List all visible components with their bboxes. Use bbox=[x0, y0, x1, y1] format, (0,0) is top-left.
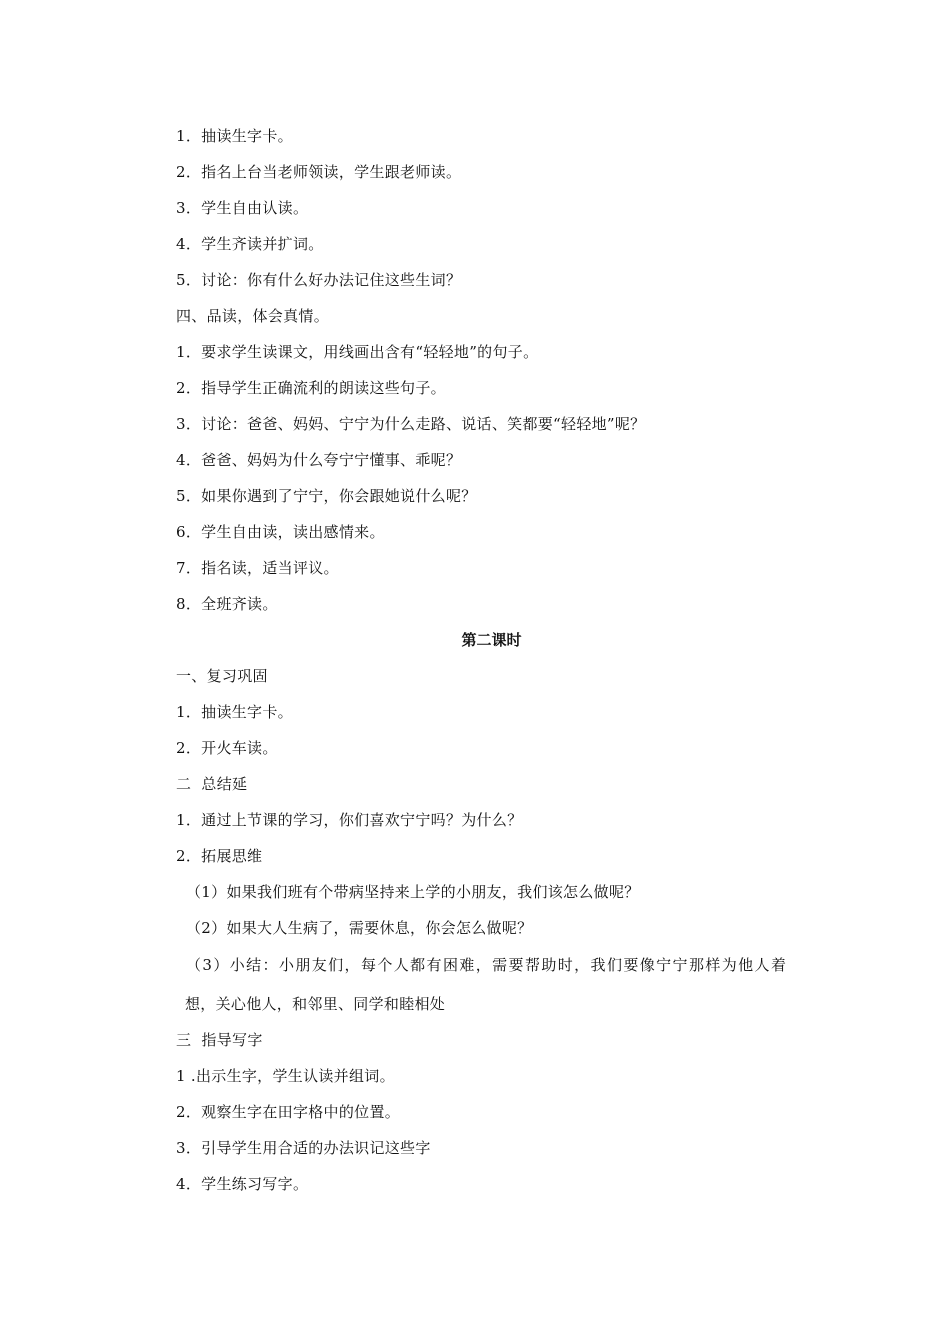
list-item: 5．讨论：你有什么好办法记住这些生词？ bbox=[176, 271, 462, 289]
section-heading: 一、复习巩固 bbox=[176, 667, 268, 685]
list-item: 2．指导学生正确流利的朗读这些句子。 bbox=[176, 379, 446, 397]
list-item: 1．抽读生字卡。 bbox=[176, 127, 293, 145]
sub-list-item: （1）如果我们班有个带病坚持来上学的小朋友，我们该怎么做呢？ bbox=[186, 883, 640, 901]
list-item: 3．讨论：爸爸、妈妈、宁宁为什么走路、说话、笑都要“轻轻地”呢？ bbox=[176, 415, 646, 433]
section-heading: 四、品读，体会真情。 bbox=[176, 307, 330, 325]
continuation-text: 想，关心他人，和邻里、同学和睦相处 bbox=[185, 995, 446, 1013]
list-item: 2．观察生字在田字格中的位置。 bbox=[176, 1103, 401, 1121]
list-item: 1．要求学生读课文，用线画出含有“轻轻地”的句子。 bbox=[176, 343, 539, 361]
list-item: 2．开火车读。 bbox=[176, 739, 278, 757]
list-item: 8．全班齐读。 bbox=[176, 595, 278, 613]
list-item: 2．指名上台当老师领读，学生跟老师读。 bbox=[176, 163, 462, 181]
list-item: 2．拓展思维 bbox=[176, 847, 263, 865]
sub-list-item: （2）如果大人生病了，需要休息，你会怎么做呢？ bbox=[186, 919, 533, 937]
list-item: 4．爸爸、妈妈为什么夸宁宁懂事、乖呢？ bbox=[176, 451, 462, 469]
section-heading: 二 总结延 bbox=[176, 775, 248, 793]
list-item: 3．引导学生用合适的办法识记这些字 bbox=[176, 1139, 431, 1157]
list-item: 6．学生自由读，读出感情来。 bbox=[176, 523, 385, 541]
list-item: 7．指名读，适当评议。 bbox=[176, 559, 339, 577]
list-item: 3．学生自由认读。 bbox=[176, 199, 309, 217]
list-item: 1．抽读生字卡。 bbox=[176, 703, 293, 721]
list-item: 4．学生练习写字。 bbox=[176, 1175, 309, 1193]
list-item: 1．通过上节课的学习，你们喜欢宁宁吗？为什么？ bbox=[176, 811, 523, 829]
lesson-title: 第二课时 bbox=[461, 631, 522, 649]
sub-list-item: （3）小结：小朋友们，每个人都有困难，需要帮助时，我们要像宁宁那样为他人着 bbox=[186, 956, 788, 974]
list-item: 1 .出示生字，学生认读并组词。 bbox=[176, 1067, 395, 1085]
list-item: 5．如果你遇到了宁宁，你会跟她说什么呢？ bbox=[176, 487, 477, 505]
list-item: 4．学生齐读并扩词。 bbox=[176, 235, 324, 253]
section-heading: 三 指导写字 bbox=[176, 1031, 263, 1049]
